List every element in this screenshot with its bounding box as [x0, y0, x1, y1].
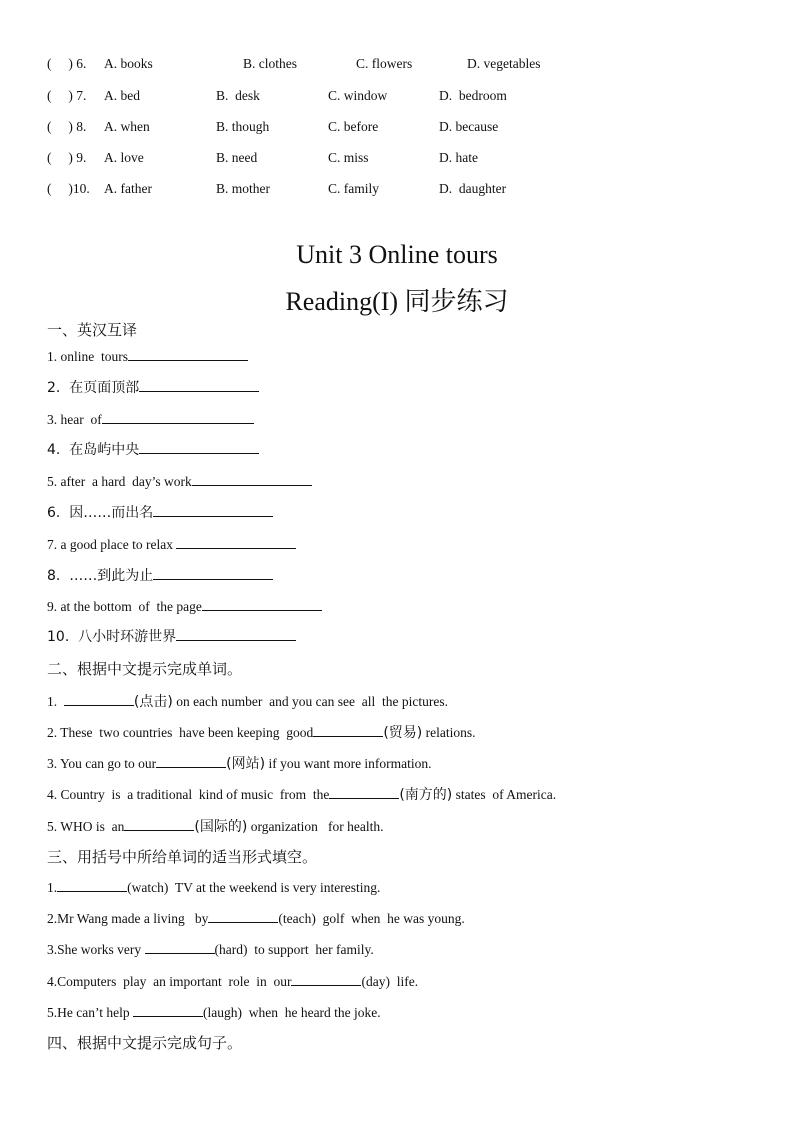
- option-d: D. daughter: [439, 181, 507, 196]
- item-text: 5.He can’t help: [47, 1005, 133, 1020]
- answer-blank[interactable]: [313, 723, 383, 737]
- option-a: A. books: [104, 56, 153, 71]
- item-text: 5. WHO is an: [47, 819, 125, 834]
- answer-blank[interactable]: [102, 410, 254, 424]
- item-2-3: [47, 753, 432, 773]
- answer-blank[interactable]: [124, 817, 194, 831]
- option-b: B. clothes: [243, 56, 297, 71]
- choice-number: ( ) 8.: [47, 119, 87, 134]
- item-1-10: [47, 626, 296, 646]
- item-text: 1.: [47, 880, 58, 895]
- option-c: C. window: [328, 88, 388, 103]
- answer-blank[interactable]: [156, 754, 226, 768]
- item-text: 6. 因……而出名: [47, 505, 154, 521]
- item-1-5: [47, 472, 312, 490]
- option-c: C. before: [328, 119, 379, 134]
- answer-blank[interactable]: [139, 440, 259, 454]
- item-text: (watch) TV at the weekend is very interesting.: [127, 880, 381, 895]
- item-text: (hard) to support her family.: [214, 942, 374, 957]
- item-text: 1.: [47, 694, 64, 709]
- choice-row-6: [47, 56, 541, 76]
- item-text: (day) life.: [361, 974, 419, 989]
- section-heading-1: 一、英汉互译: [47, 321, 138, 339]
- answer-blank[interactable]: [291, 972, 361, 986]
- option-c: C. miss: [328, 150, 369, 165]
- item-text: if you want more information.: [265, 756, 432, 771]
- choice-row-10: [47, 181, 507, 201]
- answer-blank[interactable]: [176, 535, 296, 549]
- item-hint: (贸易): [383, 725, 423, 741]
- item-1-8: [47, 565, 273, 585]
- item-2-4: [47, 784, 556, 804]
- option-c: C. family: [328, 181, 379, 196]
- section-heading-4: 四、根据中文提示完成句子。: [47, 1034, 243, 1052]
- item-text: (teach) golf when he was young.: [278, 911, 465, 926]
- item-text: organization for health.: [247, 819, 384, 834]
- answer-blank[interactable]: [208, 909, 278, 923]
- item-text: 4. 在岛屿中央: [47, 442, 140, 458]
- choice-number: ( ) 7.: [47, 88, 87, 103]
- choice-row-9: [47, 150, 478, 170]
- choice-number: ( ) 9.: [47, 150, 87, 165]
- item-3-3: [47, 940, 374, 958]
- answer-blank[interactable]: [153, 566, 273, 580]
- item-text: 2. These two countries have been keeping good: [47, 725, 314, 740]
- option-b: B. desk: [216, 88, 260, 103]
- option-a: A. love: [104, 150, 144, 165]
- item-text: 1. online tours: [47, 349, 128, 364]
- option-d: D. hate: [439, 150, 478, 165]
- item-1-6: [47, 502, 273, 522]
- item-2-1: [47, 691, 448, 711]
- section-heading-3: 三、用括号中所给单词的适当形式填空。: [47, 848, 318, 866]
- item-text: 3. You can go to our: [47, 756, 157, 771]
- answer-blank[interactable]: [64, 692, 134, 706]
- item-text: 9. at the bottom of the page: [47, 599, 202, 614]
- item-text: 5. after a hard day’s work: [47, 474, 192, 489]
- item-text: on each number and you can see all the pictures.: [172, 694, 448, 709]
- option-a: A. bed: [104, 88, 140, 103]
- item-text: 4. Country is a traditional kind of music from the: [47, 787, 330, 802]
- answer-blank[interactable]: [133, 1003, 203, 1017]
- choice-row-7: [47, 88, 507, 108]
- item-hint: (网站): [226, 756, 266, 772]
- item-text: 4.Computers play an important role in our: [47, 974, 292, 989]
- answer-blank[interactable]: [153, 503, 273, 517]
- answer-blank[interactable]: [192, 472, 312, 486]
- unit-title: Unit 3 Online tours: [296, 240, 498, 269]
- item-3-2: [47, 909, 465, 927]
- choice-row-8: [47, 119, 499, 139]
- option-d: D. vegetables: [467, 56, 541, 71]
- item-2-5: [47, 816, 384, 836]
- choice-number: ( ) 6.: [47, 56, 87, 71]
- item-hint: (南方的): [399, 787, 453, 803]
- item-text: 7. a good place to relax: [47, 537, 177, 552]
- item-2-2: [47, 722, 476, 742]
- option-b: B. need: [216, 150, 258, 165]
- lesson-title: Reading(I) 同步练习: [285, 287, 509, 316]
- item-text: relations.: [422, 725, 476, 740]
- option-b: B. mother: [216, 181, 270, 196]
- item-text: 8. ……到此为止: [47, 568, 154, 584]
- item-text: states of America.: [452, 787, 557, 802]
- answer-blank[interactable]: [57, 878, 127, 892]
- option-d: D. bedroom: [439, 88, 507, 103]
- option-c: C. flowers: [356, 56, 413, 71]
- answer-blank[interactable]: [176, 627, 296, 641]
- item-text: 3. hear of: [47, 412, 102, 427]
- answer-blank[interactable]: [139, 378, 259, 392]
- item-1-3: [47, 410, 254, 428]
- item-1-7: [47, 535, 296, 553]
- item-3-5: [47, 1003, 381, 1021]
- option-a: A. father: [104, 181, 152, 196]
- item-1-4: [47, 439, 259, 459]
- item-3-4: [47, 972, 418, 990]
- item-text: 10. 八小时环游世界: [47, 629, 177, 645]
- item-text: 3.She works very: [47, 942, 145, 957]
- item-text: (laugh) when he heard the joke.: [202, 1005, 381, 1020]
- option-a: A. when: [104, 119, 150, 134]
- answer-blank[interactable]: [329, 785, 399, 799]
- answer-blank[interactable]: [145, 940, 215, 954]
- choice-number: ( )10.: [47, 181, 90, 196]
- item-hint: (国际的): [194, 819, 248, 835]
- option-d: D. because: [439, 119, 499, 134]
- option-b: B. though: [216, 119, 270, 134]
- item-1-2: [47, 377, 259, 397]
- item-1-9: [47, 597, 322, 615]
- item-1-1: [47, 347, 248, 365]
- section-heading-2: 二、根据中文提示完成单词。: [47, 660, 243, 678]
- item-hint: (点击): [133, 694, 173, 710]
- item-3-1: [47, 878, 380, 896]
- item-text: 2. 在页面顶部: [47, 380, 140, 396]
- answer-blank[interactable]: [128, 347, 248, 361]
- answer-blank[interactable]: [202, 597, 322, 611]
- item-text: 2.Mr Wang made a living by: [47, 911, 209, 926]
